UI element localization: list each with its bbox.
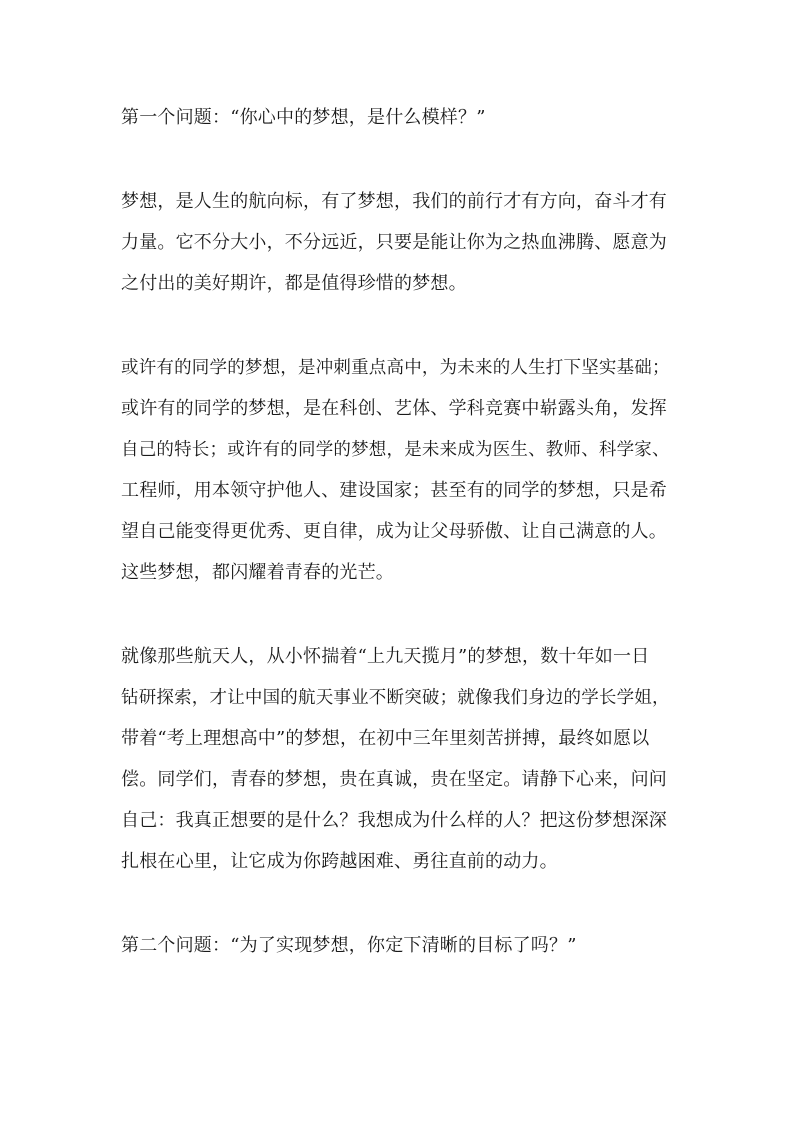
paragraph-line: 工程师，用本领守护他人、建设国家；甚至有的同学的梦想，只是希 [121,480,667,501]
paragraph-line: 就像那些航天人，从小怀揣着“上九天揽月”的梦想，数十年如一日 [121,646,650,667]
paragraph-line: 梦想，是人生的航向标，有了梦想，我们的前行才有方向，奋斗才有 [121,191,667,212]
question-heading-1: 第一个问题：“你心中的梦想，是什么模样？” [121,107,486,128]
paragraph-line: 这些梦想，都闪耀着青春的光芒。 [121,562,394,583]
question-heading-2: 第二个问题：“为了实现梦想，你定下清晰的目标了吗？” [121,935,577,956]
paragraph-line: 之付出的美好期许，都是值得珍惜的梦想。 [121,273,467,294]
paragraph-line: 或许有的同学的梦想，是冲刺重点高中，为未来的人生打下坚实基础； [121,358,670,378]
paragraph-line: 望自己能变得更优秀、更自律，成为让父母骄傲、让自己满意的人。 [121,521,667,542]
paragraph-line: 扎根在心里，让它成为你跨越困难、勇往直前的动力。 [121,851,558,872]
paragraph-line: 力量。它不分大小，不分远近，只要是能让你为之热血沸腾、愿意为 [121,232,667,253]
paragraph-line: 或许有的同学的梦想，是在科创、艺体、学科竞赛中崭露头角，发挥 [121,398,667,419]
paragraph-line: 钻研探索，才让中国的航天事业不断突破；就像我们身边的学长学姐， [121,688,670,708]
paragraph-line: 偿。同学们，青春的梦想，贵在真诚，贵在坚定。请静下心来，问问 [121,769,667,790]
paragraph-line: 自己的特长；或许有的同学的梦想，是未来成为医生、教师、科学家、 [121,440,670,460]
paragraph-line: 自己：我真正想要的是什么？我想成为什么样的人？把这份梦想深深 [121,810,667,831]
paragraph-line: 带着“考上理想高中”的梦想，在初中三年里刻苦拼搏，最终如愿以 [121,728,650,749]
